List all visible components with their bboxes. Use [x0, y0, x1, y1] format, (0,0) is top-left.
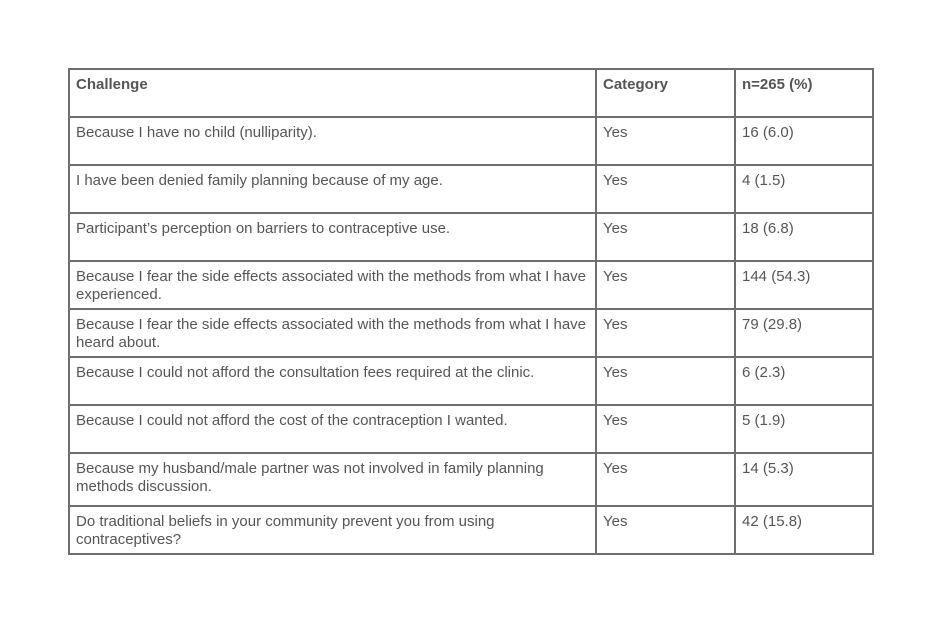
cell-challenge: Do traditional beliefs in your community prevent you from using contraceptives? — [69, 506, 596, 554]
cell-category: Yes — [596, 213, 735, 261]
cell-category: Yes — [596, 117, 735, 165]
cell-challenge: Because I fear the side effects associated with the methods from what I have experienced. — [69, 261, 596, 309]
table-row — [69, 165, 873, 213]
table-row — [69, 405, 873, 453]
cell-challenge: Because I fear the side effects associated with the methods from what I have heard about. — [69, 309, 596, 357]
cell-challenge: Because I have no child (nulliparity). — [69, 117, 596, 165]
table-row — [69, 453, 873, 506]
cell-challenge: Participant’s perception on barriers to contraceptive use. — [69, 213, 596, 261]
cell-category: Yes — [596, 309, 735, 357]
challenges-table — [68, 68, 874, 555]
cell-n: 79 (29.8) — [735, 309, 873, 357]
table-header-row — [69, 69, 873, 117]
cell-challenge: Because my husband/male partner was not involved in family planning methods discussion. — [69, 453, 596, 506]
cell-n: 18 (6.8) — [735, 213, 873, 261]
cell-category: Yes — [596, 405, 735, 453]
table-row — [69, 357, 873, 405]
cell-n: 42 (15.8) — [735, 506, 873, 554]
table-row — [69, 261, 873, 309]
cell-category: Yes — [596, 453, 735, 506]
cell-n: 4 (1.5) — [735, 165, 873, 213]
cell-category: Yes — [596, 506, 735, 554]
cell-challenge: I have been denied family planning because of my age. — [69, 165, 596, 213]
cell-n: 5 (1.9) — [735, 405, 873, 453]
cell-n: 144 (54.3) — [735, 261, 873, 309]
header-n: n=265 (%) — [735, 69, 873, 117]
cell-n: 14 (5.3) — [735, 453, 873, 506]
cell-challenge: Because I could not afford the consultation fees required at the clinic. — [69, 357, 596, 405]
cell-category: Yes — [596, 261, 735, 309]
cell-challenge: Because I could not afford the cost of the contraception I wanted. — [69, 405, 596, 453]
header-category: Category — [596, 69, 735, 117]
header-challenge: Challenge — [69, 69, 596, 117]
cell-category: Yes — [596, 165, 735, 213]
table-row — [69, 309, 873, 357]
table-row — [69, 506, 873, 554]
table-row — [69, 117, 873, 165]
cell-n: 6 (2.3) — [735, 357, 873, 405]
cell-n: 16 (6.0) — [735, 117, 873, 165]
table-row — [69, 213, 873, 261]
cell-category: Yes — [596, 357, 735, 405]
